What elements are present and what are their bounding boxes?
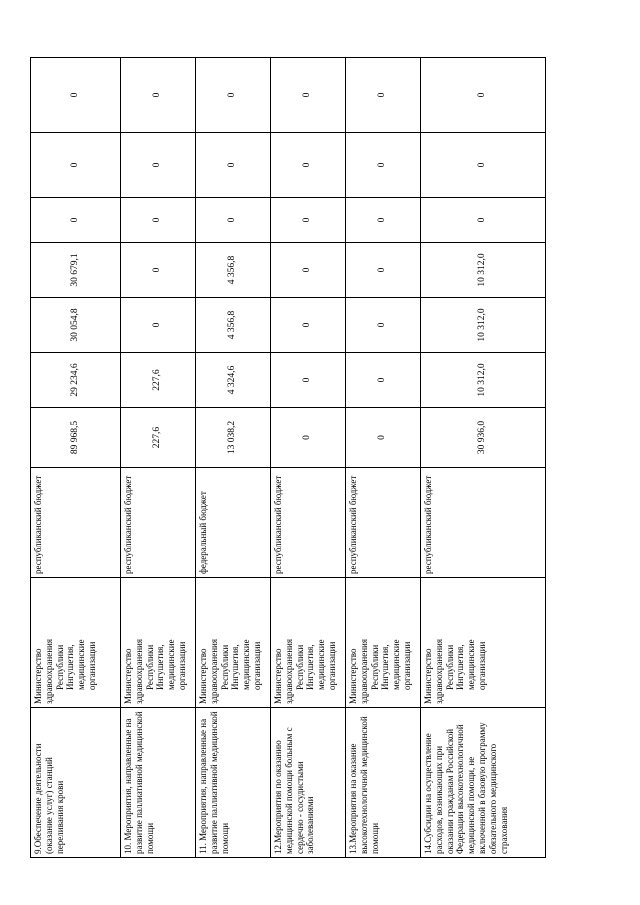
amount-cell: 30 054,8 (31, 298, 121, 353)
executor-line: медицинские (241, 639, 252, 690)
amount-cell: 10 312,0 (421, 353, 546, 408)
executor-line: Республики (294, 644, 305, 690)
amount-cell: 0 (421, 198, 546, 243)
executor-line: здравоохранения (433, 638, 444, 704)
executor-line: Министерство (273, 648, 283, 704)
table-row (31, 58, 121, 858)
amount-cell: 0 (421, 133, 546, 198)
amount-cell: 0 (121, 243, 196, 298)
amount-cell: 227,6 (121, 353, 196, 408)
measure-name-cell: 14.Субсидии на осуществление расходов, возникающих при оказании гражданам Российской Федерации высокотехнологичной медицинской помощи, не включенной в базовую программу обязательного медицинского страхования (421, 708, 546, 858)
amount-cell: 0 (271, 198, 346, 243)
funding-source-cell: республиканский бюджет (271, 468, 346, 578)
amount-cell: 0 (31, 58, 121, 133)
executor-line: Ингушетия, (65, 644, 76, 690)
amount-cell: 0 (346, 58, 421, 133)
executor-line: здравоохранения (358, 638, 369, 704)
measure-name-cell: 10. Мероприятия, направленные на развитие паллиативной медицинской помощи (121, 708, 196, 858)
measure-name-cell: 11. Мероприятия, направленные на развитие паллиативной медицинской помощи (196, 708, 271, 858)
amount-cell: 30 679,1 (31, 243, 121, 298)
executor-line: здравоохранения (283, 638, 294, 704)
amount-cell: 0 (346, 133, 421, 198)
measure-name-cell: 13.Мероприятия на оказание высокотехнологичной медицинской помощи (346, 708, 421, 858)
executor-line: организации (176, 641, 187, 690)
amount-cell: 0 (346, 198, 421, 243)
executor-line: организации (326, 641, 337, 690)
executor-line: медицинские (391, 639, 402, 690)
executor-line: Республики (219, 644, 230, 690)
funding-source-cell: республиканский бюджет (121, 468, 196, 578)
amount-cell: 0 (271, 298, 346, 353)
table-row (121, 58, 196, 858)
measure-name-cell: 12.Мероприятия по оказанию медицинской помощи больным с сердечно - сосудистыми заболеваниями (271, 708, 346, 858)
executor-cell (346, 578, 421, 708)
executor-line: Республики (144, 644, 155, 690)
amount-cell: 89 968,5 (31, 408, 121, 468)
executor-cell (121, 578, 196, 708)
table-row (196, 58, 271, 858)
amount-cell: 0 (196, 58, 271, 133)
amount-cell: 0 (196, 133, 271, 198)
executor-line: Ингушетия, (455, 644, 466, 690)
amount-cell: 4 356,8 (196, 298, 271, 353)
amount-cell: 0 (31, 133, 121, 198)
amount-cell: 4 356,8 (196, 243, 271, 298)
table-body (31, 58, 546, 858)
executor-line: Ингушетия, (155, 644, 166, 690)
executor-line: медицинские (76, 639, 87, 690)
amount-cell: 0 (346, 408, 421, 468)
executor-line: Ингушетия, (230, 644, 241, 690)
executor-line: Ингушетия, (305, 644, 316, 690)
amount-cell: 0 (121, 298, 196, 353)
executor-line: организации (86, 641, 97, 690)
executor-line: Ингушетия, (380, 644, 391, 690)
funding-source-cell: республиканский бюджет (421, 468, 546, 578)
table-row (421, 58, 546, 858)
executor-line: организации (251, 641, 262, 690)
funding-source-cell: республиканский бюджет (31, 468, 121, 578)
executor-cell (271, 578, 346, 708)
amount-cell: 29 234,6 (31, 353, 121, 408)
executor-line: Министерство (123, 648, 133, 704)
amount-cell: 0 (271, 408, 346, 468)
table-row (346, 58, 421, 858)
executor-line: организации (476, 641, 487, 690)
program-funding-table (30, 57, 546, 858)
executor-line: Республики (54, 644, 65, 690)
amount-cell: 0 (271, 243, 346, 298)
executor-line: Министерство (423, 648, 433, 704)
amount-cell: 10 312,0 (421, 243, 546, 298)
table-row (271, 58, 346, 858)
amount-cell: 0 (346, 243, 421, 298)
executor-line: медицинские (166, 639, 177, 690)
amount-cell: 0 (121, 58, 196, 133)
amount-cell: 0 (121, 133, 196, 198)
funding-source-cell: республиканский бюджет (346, 468, 421, 578)
amount-cell: 0 (271, 58, 346, 133)
amount-cell: 0 (271, 133, 346, 198)
executor-line: медицинские (316, 639, 327, 690)
executor-cell (421, 578, 546, 708)
executor-line: здравоохранения (43, 638, 54, 704)
amount-cell: 0 (346, 298, 421, 353)
executor-line: здравоохранения (208, 638, 219, 704)
executor-line: медицинские (466, 639, 477, 690)
executor-line: Республики (369, 644, 380, 690)
amount-cell: 0 (31, 198, 121, 243)
measure-name-cell: 9.Обеспечение деятельности (оказание услуг) станций переливания крови (31, 708, 121, 858)
executor-line: Министерство (348, 648, 358, 704)
rotated-page (30, 58, 545, 858)
executor-line: организации (401, 641, 412, 690)
executor-line: Министерство (33, 648, 43, 704)
executor-cell (31, 578, 121, 708)
amount-cell: 4 324,6 (196, 353, 271, 408)
executor-line: Республики (444, 644, 455, 690)
executor-line: здравоохранения (133, 638, 144, 704)
amount-cell: 0 (421, 58, 546, 133)
amount-cell: 0 (121, 198, 196, 243)
amount-cell: 10 312,0 (421, 298, 546, 353)
amount-cell: 0 (346, 353, 421, 408)
executor-cell (196, 578, 271, 708)
amount-cell: 0 (196, 198, 271, 243)
executor-line: Министерство (198, 648, 208, 704)
amount-cell: 13 038,2 (196, 408, 271, 468)
amount-cell: 30 936,0 (421, 408, 546, 468)
amount-cell: 0 (271, 353, 346, 408)
amount-cell: 227,6 (121, 408, 196, 468)
funding-source-cell: федеральный бюджет (196, 468, 271, 578)
